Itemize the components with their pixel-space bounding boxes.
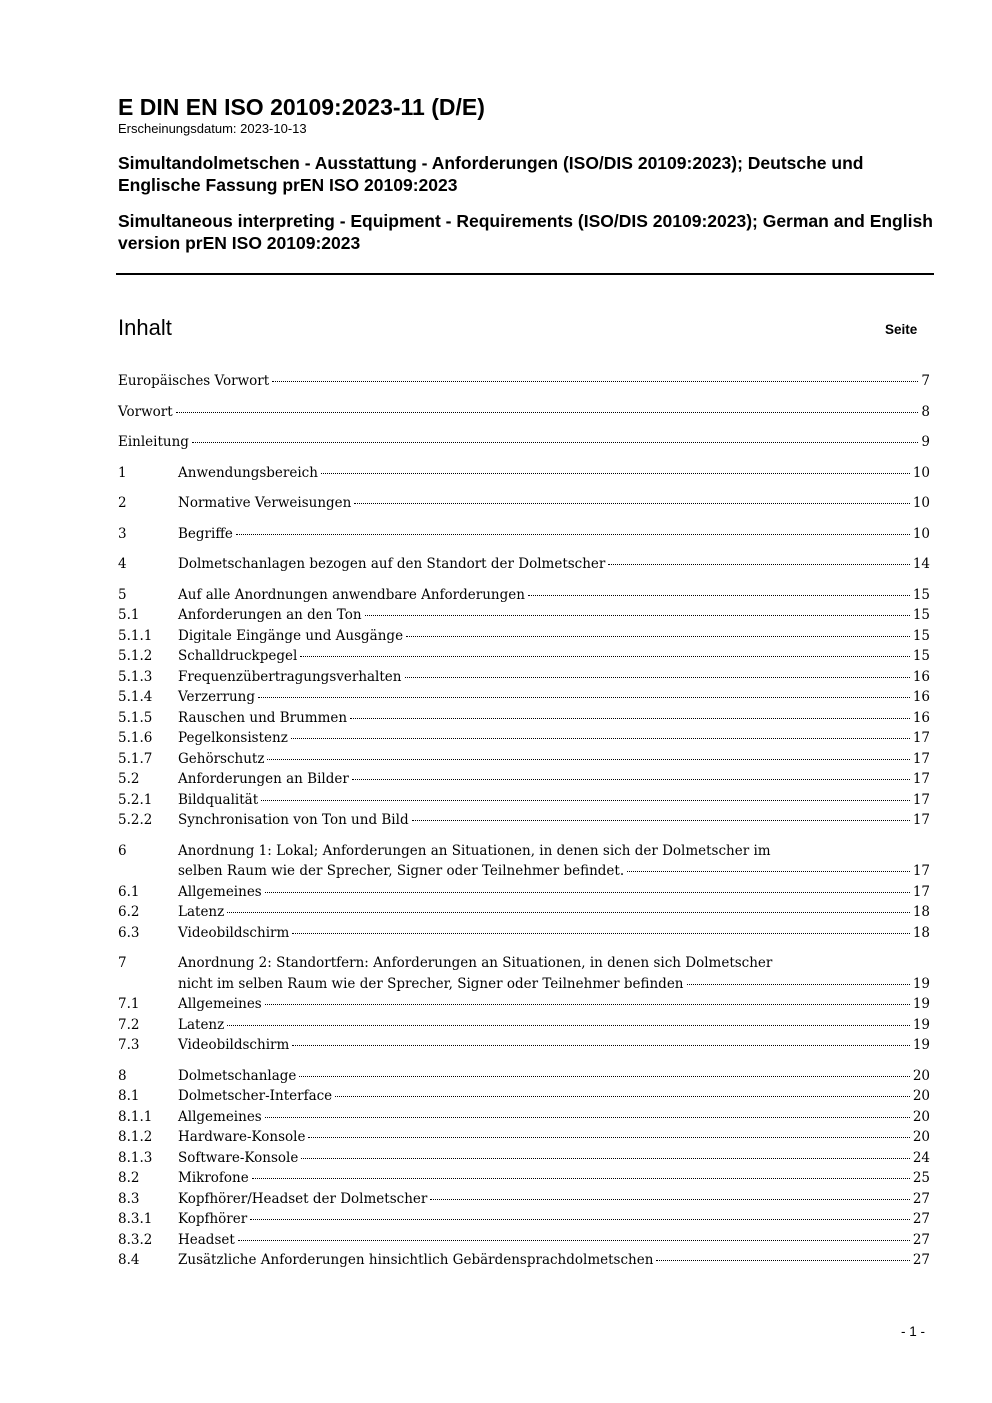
toc-entry[interactable]: [118, 463, 930, 484]
toc-entry-number: 8.4: [118, 1252, 140, 1268]
toc-entry[interactable]: [118, 810, 930, 831]
toc-dot-leader: [265, 892, 910, 893]
toc-entry-title: Schalldruckpegel: [178, 648, 298, 664]
toc-dot-leader: [265, 1117, 910, 1118]
toc-entry-title: Anwendungsbereich: [178, 464, 318, 481]
toc-entry-page: 16: [912, 709, 930, 726]
toc-dot-leader: [291, 738, 910, 739]
toc-entry[interactable]: [118, 1168, 930, 1189]
toc-entry-title: Hardware-Konsole: [178, 1129, 306, 1145]
toc-entry-number: 5.1.3: [118, 668, 153, 685]
toc-entry-number: 1: [118, 464, 127, 481]
toc-entry[interactable]: [118, 585, 930, 606]
toc-entry-page: 17: [912, 863, 930, 879]
toc-dot-leader: [250, 1219, 910, 1220]
toc-entry-number: 8.1.1: [118, 1108, 153, 1125]
toc-dot-leader: [227, 912, 910, 913]
toc-entry-number: 6.3: [118, 924, 140, 941]
toc-entry[interactable]: [118, 432, 930, 453]
toc-entry-number: 8.1.3: [118, 1149, 153, 1166]
toc-entry-page: 27: [912, 1252, 930, 1268]
toc-entry[interactable]: [118, 1230, 930, 1251]
toc-entry-title: Mikrofone: [178, 1170, 249, 1186]
toc-entry-number: 3: [118, 525, 127, 542]
toc-dot-leader: [406, 636, 910, 637]
toc-entry[interactable]: [118, 1189, 930, 1210]
toc-entry[interactable]: [118, 1066, 930, 1087]
toc-entry-page: 17: [912, 883, 930, 900]
toc-entry-title-continued: selben Raum wie der Sprecher, Signer oder Teilnehmer befindet.: [178, 863, 625, 879]
toc-entry-number: 5.1.7: [118, 750, 153, 767]
toc-dot-leader: [335, 1096, 910, 1097]
toc-entry-page: 15: [912, 586, 930, 603]
toc-entry-title: Dolmetschanlagen bezogen auf den Standort der Dolmetscher: [178, 556, 606, 572]
toc-dot-leader: [227, 1025, 910, 1026]
toc-dot-leader: [321, 473, 910, 474]
toc-entry[interactable]: [118, 1086, 930, 1107]
toc-entry[interactable]: [118, 1015, 930, 1036]
toc-entry-number: 8.1: [118, 1088, 140, 1104]
toc-entry-page: 27: [912, 1190, 930, 1207]
toc-entry-title: Europäisches Vorwort: [118, 373, 270, 389]
toc-entry-number: 5.2.1: [118, 791, 153, 808]
toc-entry-number: 4: [118, 556, 127, 572]
toc-entry-number: 5.1.5: [118, 709, 153, 726]
toc-entry-number: 5.2: [118, 771, 140, 787]
toc-dot-leader: [656, 1260, 909, 1261]
toc-entry-number: 8.2: [118, 1170, 140, 1186]
toc-entry-page: 17: [912, 791, 930, 808]
toc-entry[interactable]: [118, 524, 930, 545]
toc-entry[interactable]: [118, 728, 930, 749]
toc-entry-number: 2: [118, 495, 127, 511]
toc-entry-page: 18: [912, 924, 930, 941]
toc-entry-title: Latenz: [178, 1016, 225, 1033]
toc-entry-page: 19: [912, 1037, 930, 1053]
toc-entry-title: Allgemeines: [178, 996, 262, 1012]
toc-entry-page: 9: [921, 434, 930, 450]
toc-entry-page: 10: [912, 495, 930, 511]
toc-entry-title: Einleitung: [118, 434, 189, 450]
toc-entry-title: Latenz: [178, 904, 225, 920]
toc-entry[interactable]: [118, 953, 930, 994]
page-number: - 1 -: [901, 1324, 926, 1339]
toc-dot-leader: [236, 534, 910, 535]
toc-dot-leader: [430, 1199, 909, 1200]
toc-entry[interactable]: [118, 402, 930, 423]
toc-entry-page: 27: [912, 1231, 930, 1248]
toc-entry-page: 10: [912, 525, 930, 542]
toc-entry-page: 18: [912, 904, 930, 920]
toc-dot-leader: [299, 1076, 909, 1077]
toc-entry-title: Rauschen und Brummen: [178, 709, 348, 726]
toc-entry-title: Begriffe: [178, 525, 233, 542]
toc-entry[interactable]: [118, 554, 930, 575]
toc-entry[interactable]: [118, 790, 930, 811]
toc-entry-number: 5.1.1: [118, 627, 153, 644]
publication-date: Erscheinungsdatum: 2023-10-13: [118, 121, 307, 136]
toc-entry-page: 8: [921, 403, 930, 420]
toc-entry-page: 20: [912, 1067, 930, 1084]
toc-dot-leader: [267, 759, 909, 760]
toc-entry-page: 16: [912, 689, 930, 705]
toc-heading: Inhalt: [118, 315, 172, 340]
toc-entry[interactable]: [118, 667, 930, 688]
toc-entry-title: Synchronisation von Ton und Bild: [178, 812, 409, 828]
toc-entry-title: Videobildschirm: [178, 924, 290, 941]
toc-entry-number: 8.3.2: [118, 1231, 153, 1248]
toc-entry-title: Kopfhörer: [178, 1211, 248, 1227]
toc-entry-title: Auf alle Anordnungen anwendbare Anforderungen: [178, 586, 525, 603]
document-header: [118, 93, 934, 254]
toc-entry-number: 8.3: [118, 1190, 140, 1207]
toc-dot-leader: [176, 412, 919, 413]
toc-entry-number: 8.3.1: [118, 1211, 153, 1227]
toc-entry[interactable]: [118, 493, 930, 514]
toc-entry[interactable]: [118, 1250, 930, 1271]
toc-entry-number: 7.2: [118, 1016, 140, 1033]
toc-dot-leader: [192, 442, 918, 443]
toc-entry[interactable]: [118, 371, 930, 392]
toc-dot-leader: [301, 1158, 909, 1159]
toc-entry[interactable]: [118, 882, 930, 903]
toc-entry-title: Dolmetscher-Interface: [178, 1088, 333, 1104]
toc-entry-title: Vorwort: [118, 403, 173, 420]
toc-entry-number: 6: [118, 842, 127, 859]
header-divider: [116, 273, 934, 275]
toc-entry-title: Headset: [178, 1231, 235, 1248]
toc-entry-page: 27: [912, 1211, 930, 1227]
toc-entry-number: 8: [118, 1067, 127, 1084]
toc-dot-leader: [292, 933, 910, 934]
toc-entry-title: Frequenzübertragungsverhalten: [178, 668, 402, 685]
toc-entry-page: 17: [912, 750, 930, 767]
toc-entry[interactable]: [118, 923, 930, 944]
toc-entry-title: Anforderungen an den Ton: [178, 607, 362, 623]
toc-entry-page: 20: [912, 1108, 930, 1125]
toc-entry-title: Allgemeines: [178, 883, 262, 900]
toc-dot-leader: [261, 800, 910, 801]
toc-dot-leader: [687, 984, 910, 985]
toc-entry[interactable]: [118, 841, 930, 882]
toc-entry[interactable]: [118, 1035, 930, 1056]
toc-entry-number: 7: [118, 955, 127, 971]
toc-entry-page: 20: [912, 1088, 930, 1104]
toc-entry-title: Bildqualität: [178, 791, 259, 808]
toc-entry-page: 19: [912, 975, 930, 992]
toc-entry-title: Anordnung 2: Standortfern: Anforderungen an Situationen, in denen sich Dolmetscher: [178, 955, 773, 971]
toc-entry[interactable]: [118, 1107, 930, 1128]
toc-entry-number: 5.1: [118, 607, 140, 623]
toc-entry[interactable]: [118, 1209, 930, 1230]
toc-entry-page: 10: [912, 464, 930, 481]
toc-entry-number: 5.1.2: [118, 648, 153, 664]
toc-entry-number: 5.1.4: [118, 689, 153, 705]
toc-dot-leader: [365, 615, 910, 616]
toc-entry-title: Videobildschirm: [178, 1037, 290, 1053]
toc-entry[interactable]: [118, 687, 930, 708]
toc-entry-number: 5.1.6: [118, 730, 153, 746]
toc-entry-title: Digitale Eingänge und Ausgänge: [178, 627, 404, 644]
toc-entry-title: Zusätzliche Anforderungen hinsichtlich Gebärdensprachdolmetschen: [178, 1252, 654, 1268]
toc-entry-number: 7.1: [118, 996, 140, 1012]
toc-entry-title: Pegelkonsistenz: [178, 730, 288, 746]
toc-entry-page: 14: [912, 556, 930, 572]
title-german: Simultandolmetschen - Ausstattung - Anforderungen (ISO/DIS 20109:2023); Deutsche und Englische Fassung prEN ISO 20109:2023: [118, 153, 864, 195]
toc-entry[interactable]: [118, 994, 930, 1015]
toc-entry[interactable]: [118, 902, 930, 923]
toc-page-column-label: Seite: [885, 322, 918, 337]
toc-dot-leader: [350, 718, 910, 719]
toc-dot-leader: [405, 677, 910, 678]
toc-entry-page: 17: [912, 812, 930, 828]
document-id: E DIN EN ISO 20109:2023-11 (D/E): [118, 94, 485, 120]
table-of-contents: [118, 371, 930, 1271]
toc-entry-page: 15: [912, 607, 930, 623]
toc-dot-leader: [300, 656, 910, 657]
toc-entry[interactable]: [118, 626, 930, 647]
toc-entry-number: 6.2: [118, 904, 140, 920]
toc-entry-page: 15: [912, 648, 930, 664]
toc-entry-title: Kopfhörer/Headset der Dolmetscher: [178, 1190, 428, 1207]
toc-entry-title: Normative Verweisungen: [178, 495, 352, 511]
toc-entry-number: 5: [118, 586, 127, 603]
toc-entry-page: 15: [912, 627, 930, 644]
toc-entry-number: 8.1.2: [118, 1129, 153, 1145]
toc-dot-leader: [258, 697, 910, 698]
toc-dot-leader: [627, 871, 910, 872]
toc-entry-title: Verzerrung: [178, 689, 255, 705]
toc-entry[interactable]: [118, 1127, 930, 1148]
toc-entry[interactable]: [118, 769, 930, 790]
toc-dot-leader: [272, 381, 918, 382]
toc-dot-leader: [252, 1178, 910, 1179]
toc-entry[interactable]: [118, 605, 930, 626]
toc-entry[interactable]: [118, 708, 930, 729]
toc-entry-page: 19: [912, 996, 930, 1012]
toc-dot-leader: [308, 1137, 909, 1138]
toc-dot-leader: [292, 1045, 910, 1046]
toc-entry-page: 20: [912, 1129, 930, 1145]
toc-entry-page: 24: [912, 1149, 930, 1166]
toc-entry-page: 17: [912, 730, 930, 746]
title-english: Simultaneous interpreting - Equipment - Requirements (ISO/DIS 20109:2023); German and English version prEN ISO 20109:2023: [118, 211, 933, 253]
toc-entry-title: Dolmetschanlage: [178, 1067, 297, 1084]
toc-entry-number: 5.2.2: [118, 812, 153, 828]
toc-entry[interactable]: [118, 749, 930, 770]
toc-entry[interactable]: [118, 646, 930, 667]
toc-entry-page: 25: [912, 1170, 930, 1186]
toc-entry-page: 7: [921, 373, 930, 389]
toc-entry-title-continued: nicht im selben Raum wie der Sprecher, Signer oder Teilnehmer befinden: [178, 975, 684, 992]
toc-entry-page: 17: [912, 771, 930, 787]
toc-entry-number: 7.3: [118, 1037, 140, 1053]
toc-entry[interactable]: [118, 1148, 930, 1169]
toc-entry-page: 19: [912, 1016, 930, 1033]
toc-dot-leader: [265, 1004, 910, 1005]
toc-dot-leader: [238, 1240, 910, 1241]
toc-entry-page: 16: [912, 668, 930, 685]
toc-dot-leader: [412, 820, 910, 821]
toc-dot-leader: [528, 595, 910, 596]
toc-entry-number: 6.1: [118, 883, 140, 900]
toc-entry-title: Anforderungen an Bilder: [178, 771, 349, 787]
toc-dot-leader: [352, 779, 910, 780]
toc-dot-leader: [354, 503, 909, 504]
toc-entry-title: Software-Konsole: [178, 1149, 299, 1166]
toc-entry-title: Allgemeines: [178, 1108, 262, 1125]
toc-entry-title: Anordnung 1: Lokal; Anforderungen an Situationen, in denen sich der Dolmetscher im: [178, 842, 771, 859]
toc-entry-title: Gehörschutz: [178, 750, 265, 767]
toc-dot-leader: [608, 564, 909, 565]
